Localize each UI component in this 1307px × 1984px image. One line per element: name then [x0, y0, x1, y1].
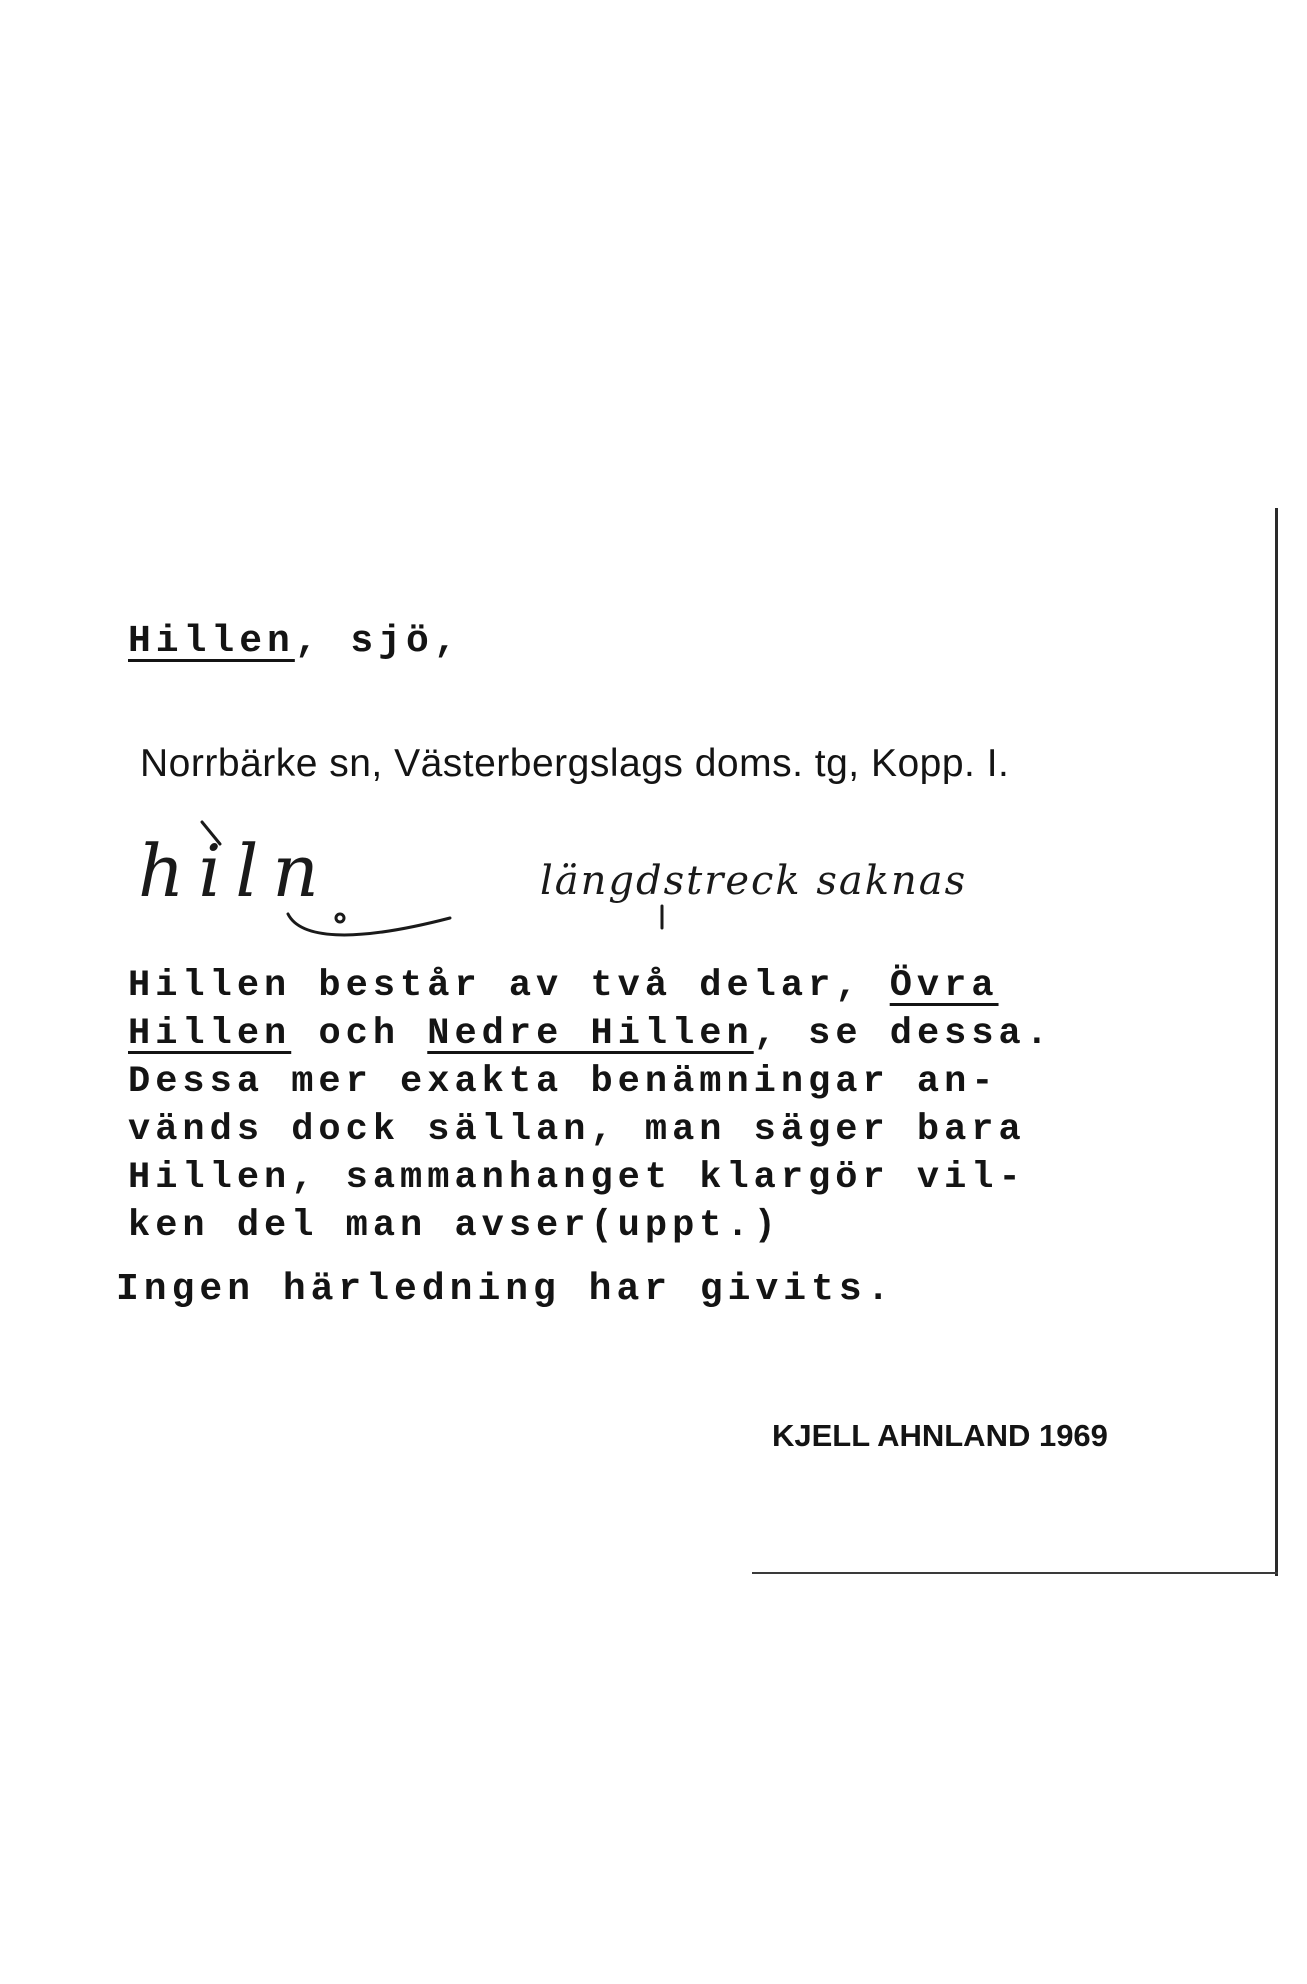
headword: Hillen: [128, 620, 295, 663]
handwritten-remark: längdstreck saknas: [540, 858, 968, 904]
underlined-term: Hillen: [128, 1013, 292, 1055]
handwritten-pronunciation: hiln: [138, 829, 333, 913]
paragraph-text: ken del man avser(uppt.): [128, 1205, 781, 1247]
paragraph-line: [128, 1010, 1053, 1058]
paragraph-text: Hillen, sammanhanget klargör vil-: [128, 1157, 1026, 1199]
paragraph-text: Dessa mer exakta benämningar an-: [128, 1061, 999, 1103]
handwritten-note: [120, 818, 1200, 968]
entry-heading: [128, 620, 462, 663]
paragraph-line: [128, 1106, 1053, 1154]
paragraph-line: [128, 1202, 1053, 1250]
author-signature: KJELL AHNLAND 1969: [772, 1418, 1108, 1453]
card-bottom-edge: [752, 1572, 1278, 1574]
underlined-term: Nedre Hillen: [427, 1013, 754, 1055]
heading-descriptor: , sjö,: [294, 620, 462, 663]
underlined-term: Övra: [889, 965, 999, 1007]
location-line: Norrbärke sn, Västerbergslags doms. tg, Kopp. I.: [140, 742, 1010, 785]
paragraph-text: och: [291, 1013, 428, 1055]
paragraph-text: , se dessa.: [753, 1013, 1053, 1055]
card-right-edge: [1275, 508, 1278, 1576]
paragraph-line: [128, 1058, 1053, 1106]
paragraph-line: [128, 962, 1053, 1010]
paragraph-text: vänds dock sällan, man säger bara: [128, 1109, 1026, 1151]
paragraph-text: Hillen består av två delar,: [128, 965, 890, 1007]
derivation-note: Ingen härledning har givits.: [116, 1268, 895, 1311]
description-paragraph: [128, 962, 1053, 1250]
paragraph-line: [128, 1154, 1053, 1202]
